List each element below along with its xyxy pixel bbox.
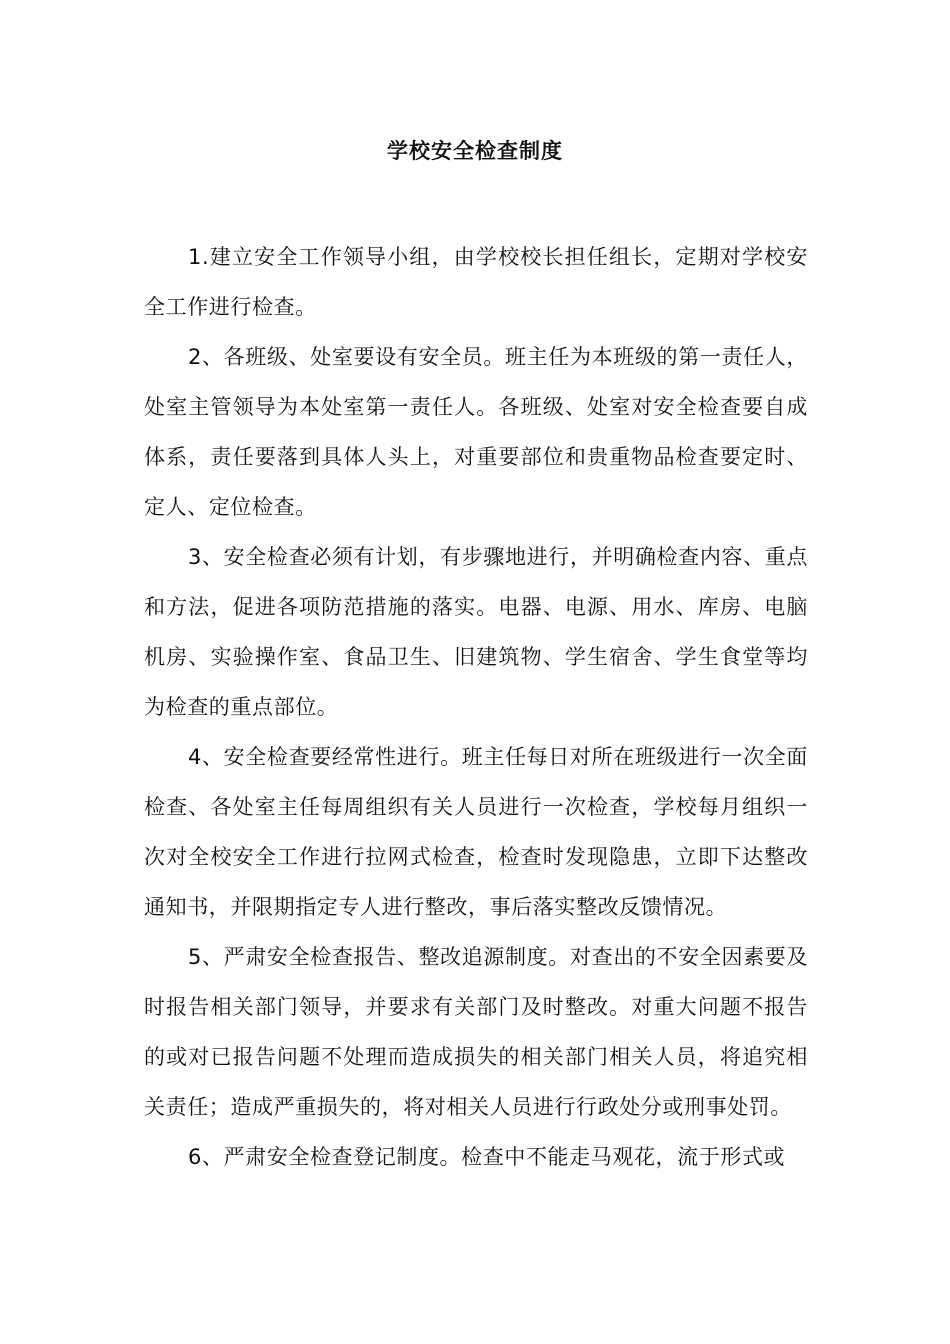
paragraph-6: 6、严肃安全检查登记制度。检查中不能走马观花，流于形式或 — [188, 1145, 786, 1169]
paragraph-5: 5、严肃安全检查报告、整改追源制度。对查出的不安全因素要及时报告相关部门领导，并要求有关部门及时整改。对重大问题不报告的或对已报告问题不处理而造成损失的相关部门相关人员，将追究相关责任；造成严重损失的，将对相关人员进行行政处分或刑事处罚。 — [144, 945, 808, 1119]
document-title: 学校安全检查制度 — [387, 139, 563, 163]
paragraph-1: 1.建立安全工作领导小组，由学校校长担任组长，定期对学校安全工作进行检查。 — [144, 245, 808, 319]
paragraph-3: 3、安全检查必须有计划，有步骤地进行，并明确检查内容、重点和方法，促进各项防范措施的落实。电器、电源、用水、库房、电脑机房、实验操作室、食品卫生、旧建筑物、学生宿舍、学生食堂等均为检查的重点部位。 — [144, 545, 808, 719]
document-body — [144, 232, 808, 1182]
paragraph-2: 2、各班级、处室要设有安全员。班主任为本班级的第一责任人，处室主管领导为本处室第一责任人。各班级、处室对安全检查要自成体系，责任要落到具体人头上，对重要部位和贵重物品检查要定时、定人、定位检查。 — [144, 345, 808, 519]
paragraph-4: 4、安全检查要经常性进行。班主任每日对所在班级进行一次全面检查、各处室主任每周组织有关人员进行一次检查，学校每月组织一次对全校安全工作进行拉网式检查，检查时发现隐患，立即下达整改通知书，并限期指定专人进行整改，事后落实整改反馈情况。 — [144, 745, 808, 919]
